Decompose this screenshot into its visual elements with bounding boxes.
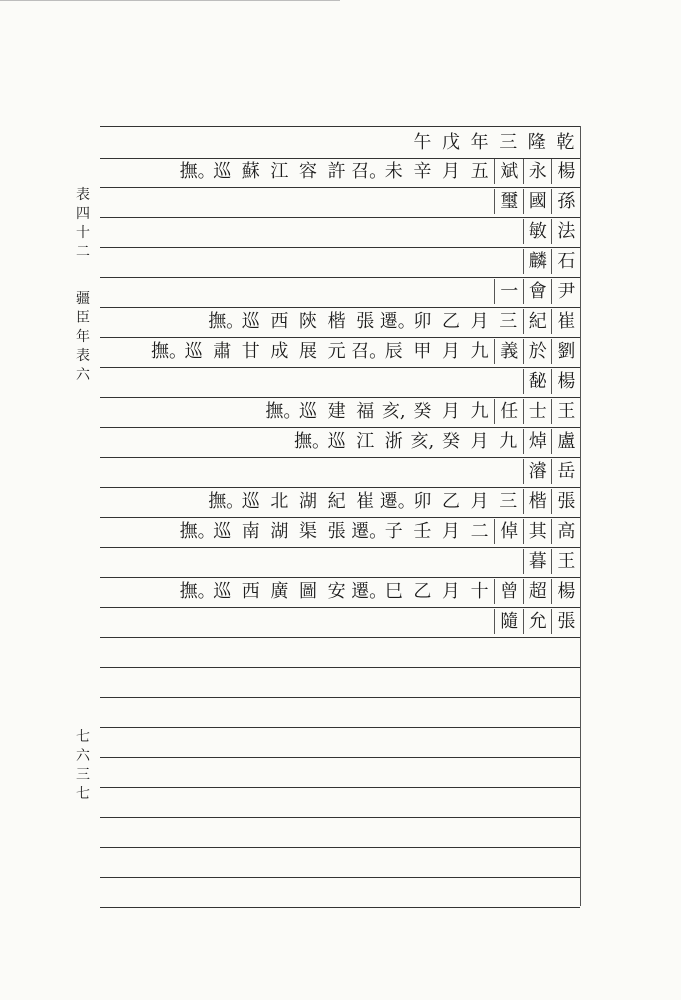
record-char: 卯	[413, 311, 432, 332]
page-number	[74, 728, 92, 804]
table-row	[100, 186, 580, 218]
table-row	[100, 126, 580, 159]
table-row	[100, 696, 580, 728]
record-char: 撫。	[179, 581, 216, 602]
record-char: 建	[327, 401, 346, 422]
record-char: 安	[327, 581, 346, 602]
name-char: 斌	[494, 159, 523, 184]
table-row	[100, 246, 580, 278]
name-char: 孫	[551, 189, 580, 214]
record-char: 撫。	[265, 401, 302, 422]
name-char: 曾	[494, 579, 523, 604]
record-char: 湖	[299, 491, 317, 512]
record-char: 撫。	[294, 431, 330, 452]
record-char: 巡	[299, 401, 317, 422]
record-char: 陝	[299, 311, 317, 332]
name-char: 永	[523, 159, 552, 184]
record-char: 撫。	[208, 311, 245, 332]
name-char: 楊	[551, 159, 580, 184]
margin-char: 七	[76, 786, 90, 802]
record-char: 成	[270, 341, 289, 362]
margin-char: 疆	[76, 291, 90, 307]
name-char: 楊	[551, 579, 580, 604]
name-char: 於	[523, 339, 552, 364]
record-char: 巡	[241, 491, 260, 512]
name-char: 濬	[523, 459, 552, 484]
record-char: 福	[356, 401, 375, 422]
name-char: 允	[523, 609, 552, 634]
record-char: 三	[499, 491, 518, 512]
record-char: 月	[470, 311, 489, 332]
name-char: 崔	[551, 309, 580, 334]
name-char: 石	[551, 249, 580, 274]
record-char: 十	[470, 581, 489, 602]
name-char: 任	[494, 399, 523, 424]
name-char: 馝	[523, 369, 552, 394]
margin-char: 三	[76, 767, 90, 783]
record-char: 月	[442, 401, 460, 422]
record-char: 召。	[351, 341, 388, 362]
name-char: 倬	[494, 519, 523, 544]
table-row	[100, 636, 580, 668]
table-row	[100, 816, 580, 848]
table-row	[100, 336, 580, 368]
record-char: 渠	[299, 521, 317, 542]
record-char: 甘	[241, 341, 260, 362]
top-rule	[0, 0, 340, 1]
table-row	[100, 726, 580, 758]
table-row	[100, 516, 580, 548]
record-char: 月	[442, 581, 460, 602]
record-char: 癸	[442, 431, 460, 452]
record-char: 巡	[327, 431, 346, 452]
record-char: 乙	[413, 581, 432, 602]
record-char: 九	[470, 401, 489, 422]
record-char: 午	[413, 132, 432, 153]
name-char: 一	[494, 279, 523, 304]
record-char: 巡	[241, 311, 260, 332]
name-char: 王	[551, 549, 580, 574]
margin-char: 六	[76, 748, 90, 764]
record-char: 遷。	[351, 581, 388, 602]
record-char: 亥,	[410, 431, 435, 452]
record-char: 巡	[184, 341, 203, 362]
record-char: 壬	[413, 521, 432, 542]
record-char: 張	[327, 521, 346, 542]
name-char: 士	[523, 399, 552, 424]
record-char: 撫。	[208, 491, 245, 512]
record-char: 巳	[384, 581, 403, 602]
record-char: 遷。	[379, 491, 416, 512]
record-char: 南	[241, 521, 260, 542]
record-char: 西	[270, 311, 289, 332]
record-char: 戊	[442, 132, 460, 153]
record-char: 甲	[413, 341, 432, 362]
table-row	[100, 666, 580, 698]
name-char: 岳	[551, 459, 580, 484]
record-char: 辰	[384, 341, 403, 362]
record-char: 撫。	[179, 521, 216, 542]
name-char: 張	[551, 489, 580, 514]
table-row	[100, 276, 580, 308]
name-char: 其	[523, 519, 552, 544]
record-char: 月	[442, 521, 460, 542]
margin-char: 二	[76, 244, 90, 260]
margin-char: 年	[76, 329, 90, 345]
margin-char: 臣	[76, 310, 90, 326]
margin-char: 四	[76, 206, 90, 222]
name-char: 會	[523, 279, 552, 304]
record-char: 湖	[270, 521, 289, 542]
record-char: 巡	[213, 521, 232, 542]
table-row	[100, 846, 580, 878]
record-char: 元	[327, 341, 346, 362]
margin-char: 表	[76, 348, 90, 364]
record-char: 癸	[413, 401, 432, 422]
table-row	[100, 456, 580, 488]
name-char: 暮	[523, 549, 552, 574]
name-char: 璽	[494, 189, 523, 214]
record-char: 子	[384, 521, 403, 542]
name-char: 王	[551, 399, 580, 424]
record-char: 年	[470, 132, 489, 153]
margin-char: 六	[76, 367, 90, 383]
name-char: 尹	[551, 279, 580, 304]
record-char: 遷。	[351, 521, 388, 542]
name-char: 楷	[523, 489, 552, 514]
record-char: 月	[470, 431, 489, 452]
record-char: 肅	[213, 341, 232, 362]
name-char: 高	[551, 519, 580, 544]
table-row	[100, 576, 580, 608]
record-char: 月	[470, 491, 489, 512]
name-char: 張	[551, 609, 580, 634]
record-char: 楷	[327, 311, 346, 332]
table-row	[100, 156, 580, 188]
record-char: 展	[299, 341, 317, 362]
record-char: 北	[270, 491, 289, 512]
record-char: 乙	[442, 491, 460, 512]
margin-char: 七	[76, 729, 90, 745]
record-char: 三	[499, 311, 518, 332]
margin-char: 表	[76, 187, 90, 203]
table-row	[100, 396, 580, 428]
record-char: 浙	[384, 431, 403, 452]
record-char: 廣	[270, 581, 289, 602]
record-char: 巡	[213, 161, 232, 182]
record-char: 容	[299, 161, 317, 182]
table-row	[100, 546, 580, 578]
name-char: 國	[523, 189, 552, 214]
name-char: 義	[494, 339, 523, 364]
name-char: 法	[551, 219, 580, 244]
name-char: 敏	[523, 219, 552, 244]
record-char: 亥,	[381, 401, 406, 422]
table-row	[100, 216, 580, 248]
record-char: 辛	[413, 161, 432, 182]
record-char: 九	[470, 341, 489, 362]
name-char: 楊	[551, 369, 580, 394]
record-char: 乙	[442, 311, 460, 332]
name-char: 紀	[523, 309, 552, 334]
record-char: 二	[470, 521, 489, 542]
record-char: 江	[270, 161, 289, 182]
table-row	[100, 606, 580, 638]
record-char: 蘇	[241, 161, 260, 182]
margin-table-title	[74, 290, 92, 385]
record-char: 圖	[299, 581, 317, 602]
table-row	[100, 366, 580, 398]
official-table	[100, 126, 581, 906]
name-char: 超	[523, 579, 552, 604]
record-char: 江	[356, 431, 375, 452]
record-char: 許	[327, 161, 346, 182]
table-row	[100, 876, 580, 908]
record-char: 撫。	[179, 161, 216, 182]
table-row	[100, 426, 580, 458]
record-char: 月	[442, 341, 460, 362]
record-char: 巡	[213, 581, 232, 602]
record-char: 九	[499, 431, 518, 452]
record-char: 撫。	[151, 341, 187, 362]
record-char: 紀	[327, 491, 346, 512]
record-char: 乾	[556, 132, 575, 153]
margin-table-number	[74, 186, 92, 262]
record-char: 西	[241, 581, 260, 602]
record-char: 未	[384, 161, 403, 182]
name-char: 焯	[523, 429, 552, 454]
record-char: 五	[470, 161, 489, 182]
margin-char: 十	[76, 225, 90, 241]
name-char: 隨	[494, 609, 523, 634]
record-char: 召。	[351, 161, 388, 182]
record-char: 張	[356, 311, 375, 332]
name-char: 劉	[551, 339, 580, 364]
record-char: 月	[442, 161, 460, 182]
name-char: 麟	[523, 249, 552, 274]
name-char: 盧	[551, 429, 580, 454]
table-row	[100, 486, 580, 518]
table-row	[100, 756, 580, 788]
record-char: 三	[499, 132, 518, 153]
record-char: 遷。	[379, 311, 416, 332]
table-row	[100, 786, 580, 818]
record-char: 隆	[527, 132, 546, 153]
record-char: 卯	[413, 491, 432, 512]
record-char: 崔	[356, 491, 375, 512]
table-row	[100, 306, 580, 338]
